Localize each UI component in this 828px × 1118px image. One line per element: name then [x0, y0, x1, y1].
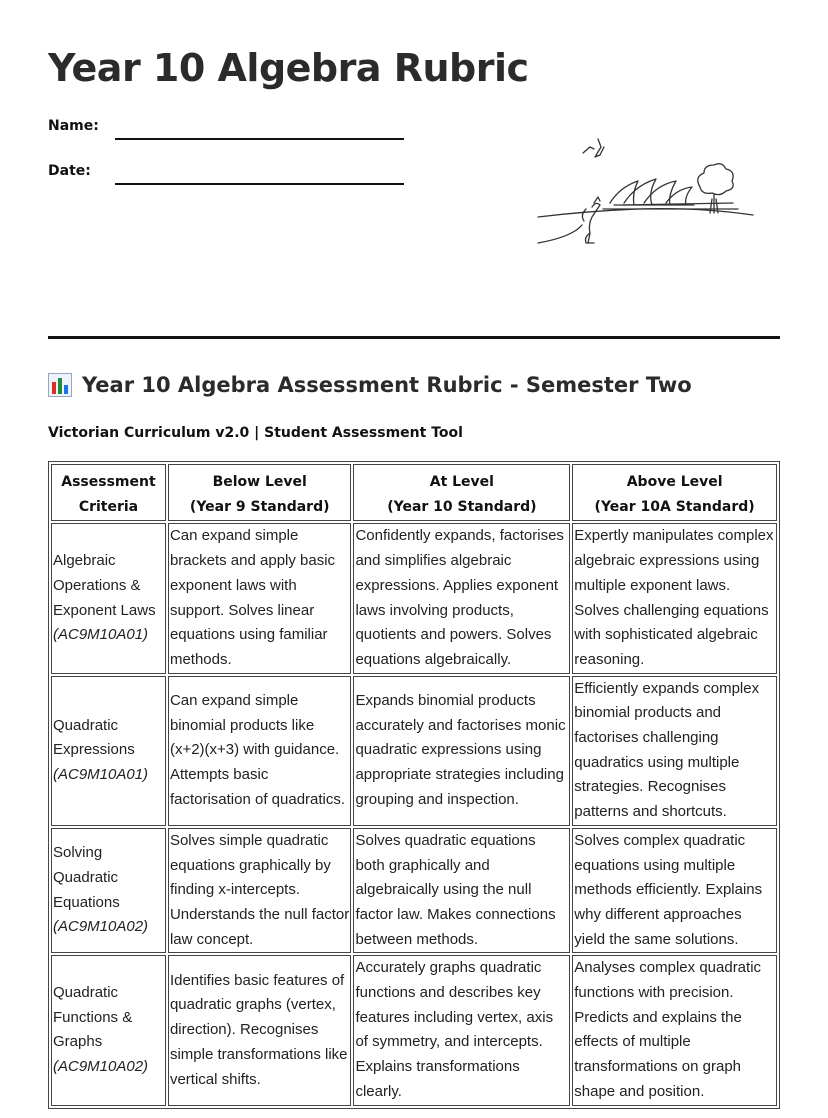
above-level-cell: Efficiently expands complex binomial products and factorises challenging quadratics using multiple strategies. Recognises patterns and shortcuts. [572, 676, 777, 826]
at-level-cell: Accurately graphs quadratic functions and describes key features including vertex, axis of symmetry, and intercepts. Explains transformations clearly. [353, 955, 570, 1105]
criteria-code: (AC9M10A02) [53, 1058, 149, 1076]
column-header-line: Assessment [61, 474, 156, 490]
chart-icon-bar-red [52, 382, 56, 394]
above-level-cell: Solves complex quadratic equations using multiple methods efficiently. Explains why different approaches yield the same solutions. [572, 828, 777, 954]
column-header-line: Below Level [212, 474, 307, 490]
below-level-cell: Can expand simple brackets and apply basic exponent laws with support. Solves linear equations using familiar methods. [168, 523, 352, 673]
table-header-row [51, 464, 777, 521]
below-level-cell: Solves simple quadratic equations graphically by finding x-intercepts. Understands the null factor law concept. [168, 828, 352, 954]
page-title: Year 10 Algebra Rubric [48, 46, 529, 90]
column-header-criteria [51, 464, 166, 521]
below-level-cell: Can expand simple binomial products like (x+2)(x+3) with guidance. Attempts basic factorisation of quadratics. [168, 676, 352, 826]
criteria-code: (AC9M10A02) [53, 918, 149, 936]
chart-icon-bar-green [58, 378, 62, 394]
section-title-text: Year 10 Algebra Assessment Rubric - Semester Two [82, 373, 692, 397]
date-field[interactable] [115, 183, 404, 185]
table-row [51, 676, 777, 826]
below-level-cell: Identifies basic features of quadratic graphs (vertex, direction). Recognises simple transformations like vertical shifts. [168, 955, 352, 1105]
at-level-cell: Confidently expands, factorises and simplifies algebraic expressions. Applies exponent laws involving products, quotients and powers. Solves equations algebraically. [353, 523, 570, 673]
criteria-cell [51, 676, 166, 826]
chart-icon-bar-blue [64, 385, 68, 394]
criteria-cell [51, 955, 166, 1105]
criteria-name: Quadratic Expressions [53, 716, 135, 759]
table-row [51, 523, 777, 673]
criteria-name: Algebraic Operations & Exponent Laws [53, 552, 156, 619]
bar-chart-icon [48, 373, 72, 397]
name-label: Name: [48, 118, 99, 134]
column-header-line: At Level [429, 474, 494, 490]
at-level-cell: Solves quadratic equations both graphically and algebraically using the null factor law. Makes connections between methods. [353, 828, 570, 954]
criteria-code: (AC9M10A01) [53, 626, 149, 644]
table-row [51, 828, 777, 954]
above-level-cell: Analyses complex quadratic functions with precision. Predicts and explains the effects of multiple transformations on graph shape and position. [572, 955, 777, 1105]
rubric-table [48, 461, 780, 1109]
sydney-kangaroo-illustration [528, 125, 758, 255]
column-header-at-level [353, 464, 570, 521]
at-level-cell: Expands binomial products accurately and factorises monic quadratic expressions using appropriate strategies including grouping and inspection. [353, 676, 570, 826]
column-header-below-level [168, 464, 352, 521]
criteria-name: Quadratic Functions & Graphs [53, 984, 133, 1051]
column-header-line: (Year 10A Standard) [594, 498, 755, 515]
criteria-cell [51, 523, 166, 673]
curriculum-subtitle: Victorian Curriculum v2.0 | Student Assessment Tool [48, 425, 463, 441]
table-row [51, 955, 777, 1105]
criteria-cell [51, 828, 166, 954]
date-label: Date: [48, 163, 91, 179]
column-header-line: Criteria [78, 498, 139, 515]
column-header-line: (Year 9 Standard) [189, 498, 330, 515]
above-level-cell: Expertly manipulates complex algebraic expressions using multiple exponent laws. Solves challenging equations with sophisticated algebraic reasoning. [572, 523, 777, 673]
criteria-name: Solving Quadratic Equations [53, 844, 120, 911]
section-divider [48, 336, 780, 339]
column-header-line: Above Level [626, 474, 723, 490]
column-header-above-level [572, 464, 777, 521]
name-field[interactable] [115, 138, 404, 140]
criteria-code: (AC9M10A01) [53, 766, 149, 784]
section-title [48, 373, 692, 397]
column-header-line: (Year 10 Standard) [387, 498, 537, 515]
